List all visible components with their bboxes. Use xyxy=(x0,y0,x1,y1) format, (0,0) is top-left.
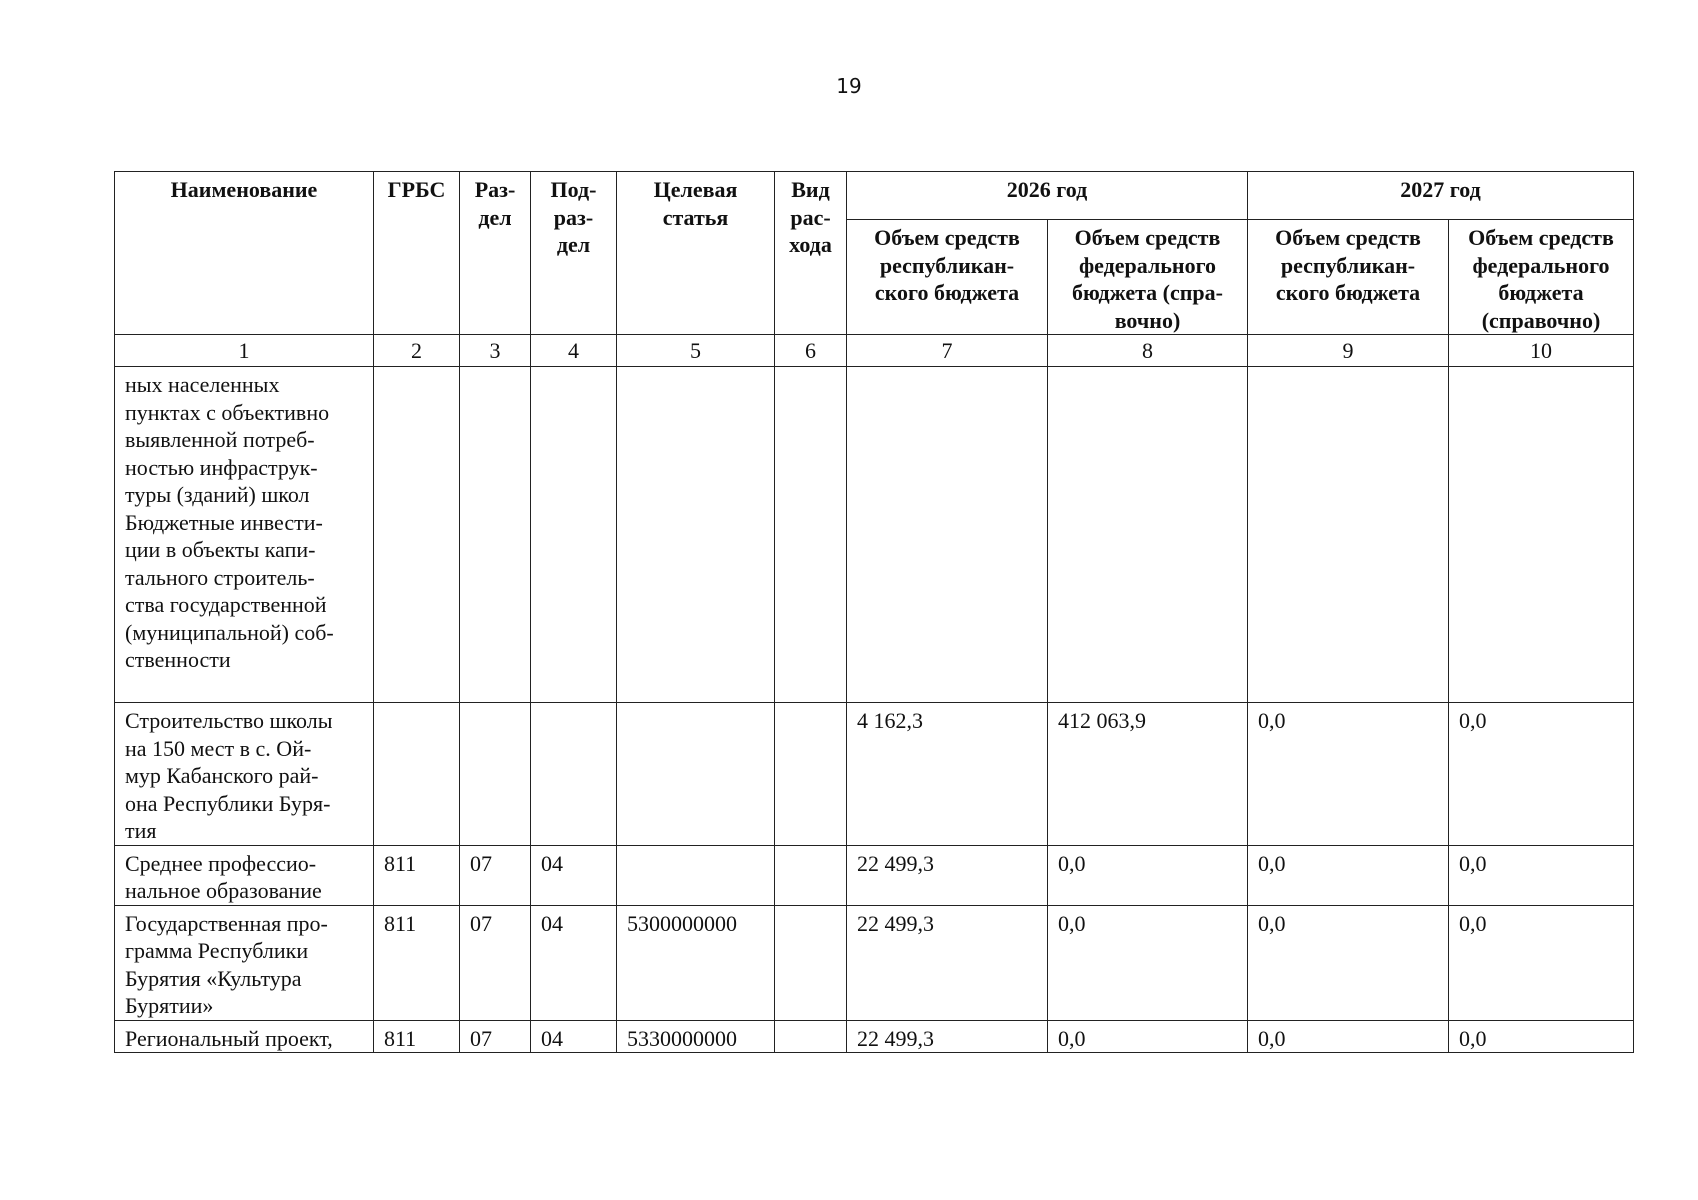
row-grbs: 811 xyxy=(374,1020,460,1053)
row-fed-2026: 0,0 xyxy=(1048,1020,1248,1053)
row-name: Государственная про- грамма Республики Бурятия «Культура Бурятии» xyxy=(115,905,374,1020)
header-grbs xyxy=(374,172,460,335)
row-vid xyxy=(775,845,847,905)
column-number: 7 xyxy=(847,335,1048,367)
column-number: 5 xyxy=(617,335,775,367)
header-fed-2027-label: Объем средств федерального бюджета (справочно) xyxy=(1468,225,1614,333)
column-number: 10 xyxy=(1449,335,1634,367)
row-celevaya xyxy=(617,845,775,905)
table-body xyxy=(115,367,1634,1053)
header-rep-2027-label: Объем средств республикан- ского бюджета xyxy=(1275,225,1421,305)
column-number: 3 xyxy=(460,335,531,367)
header-vid xyxy=(775,172,847,335)
row-rep-2027: 0,0 xyxy=(1248,905,1449,1020)
page-number: 19 xyxy=(836,74,862,98)
column-number: 6 xyxy=(775,335,847,367)
row-fed-2027: 0,0 xyxy=(1449,703,1634,846)
table-row xyxy=(115,845,1634,905)
row-fed-2026: 412 063,9 xyxy=(1048,703,1248,846)
row-name: ных населенных пунктах с объективно выявленной потреб- ностью инфраструк- туры (зданий) школ Бюджетные инвести- ции в объекты капи- тального строитель- ства государственной (муниципальной) соб- ственности xyxy=(115,367,374,703)
row-rep-2027: 0,0 xyxy=(1248,845,1449,905)
row-fed-2026 xyxy=(1048,367,1248,703)
row-fed-2027 xyxy=(1449,367,1634,703)
row-fed-2026: 0,0 xyxy=(1048,845,1248,905)
budget-table xyxy=(114,171,1634,1053)
header-year-2026 xyxy=(847,172,1248,220)
row-grbs: 811 xyxy=(374,845,460,905)
row-rep-2026 xyxy=(847,367,1048,703)
row-celevaya xyxy=(617,367,775,703)
column-number: 2 xyxy=(374,335,460,367)
table-row xyxy=(115,367,1634,703)
header-name xyxy=(115,172,374,335)
header-rep-2026-label: Объем средств республикан- ского бюджета xyxy=(874,225,1020,305)
row-razdel xyxy=(460,367,531,703)
row-podrazdel: 04 xyxy=(531,845,617,905)
row-vid xyxy=(775,703,847,846)
row-fed-2027: 0,0 xyxy=(1449,1020,1634,1053)
header-podrazdel-label: Под- раз- дел xyxy=(550,177,597,257)
column-number: 8 xyxy=(1048,335,1248,367)
header-name-label: Наименование xyxy=(170,177,318,202)
row-vid xyxy=(775,1020,847,1053)
row-rep-2027: 0,0 xyxy=(1248,1020,1449,1053)
row-podrazdel: 04 xyxy=(531,905,617,1020)
header-celevaya xyxy=(617,172,775,335)
column-number: 9 xyxy=(1248,335,1449,367)
table-row xyxy=(115,1020,1634,1053)
row-vid xyxy=(775,367,847,703)
header-razdel-label: Раз- дел xyxy=(474,177,516,230)
header-year-2027 xyxy=(1248,172,1634,220)
header-year-2026-label: 2026 год xyxy=(1006,177,1088,202)
row-razdel: 07 xyxy=(460,1020,531,1053)
row-celevaya xyxy=(617,703,775,846)
table-row xyxy=(115,703,1634,846)
header-rep-2027 xyxy=(1248,220,1449,335)
row-razdel xyxy=(460,703,531,846)
row-rep-2026: 4 162,3 xyxy=(847,703,1048,846)
row-celevaya: 5330000000 xyxy=(617,1020,775,1053)
row-grbs xyxy=(374,367,460,703)
header-fed-2026 xyxy=(1048,220,1248,335)
row-razdel: 07 xyxy=(460,845,531,905)
row-celevaya: 5300000000 xyxy=(617,905,775,1020)
row-podrazdel xyxy=(531,367,617,703)
row-name: Строительство школы на 150 мест в с. Ой- мур Кабанского рай- она Республики Буря- тия xyxy=(115,703,374,846)
column-number-row xyxy=(115,335,1634,367)
header-year-2027-label: 2027 год xyxy=(1400,177,1481,202)
row-vid xyxy=(775,905,847,1020)
column-number: 1 xyxy=(115,335,374,367)
row-grbs xyxy=(374,703,460,846)
row-razdel: 07 xyxy=(460,905,531,1020)
header-celevaya-label: Целевая статья xyxy=(653,177,738,230)
row-rep-2026: 22 499,3 xyxy=(847,1020,1048,1053)
row-rep-2027: 0,0 xyxy=(1248,703,1449,846)
row-fed-2027: 0,0 xyxy=(1449,845,1634,905)
row-rep-2026: 22 499,3 xyxy=(847,845,1048,905)
row-name: Региональный проект, xyxy=(115,1020,374,1053)
row-grbs: 811 xyxy=(374,905,460,1020)
row-rep-2026: 22 499,3 xyxy=(847,905,1048,1020)
header-grbs-label: ГРБС xyxy=(387,177,446,202)
row-podrazdel xyxy=(531,703,617,846)
row-podrazdel: 04 xyxy=(531,1020,617,1053)
header-vid-label: Вид рас- хода xyxy=(789,177,832,257)
header-razdel xyxy=(460,172,531,335)
header-fed-2027 xyxy=(1449,220,1634,335)
row-fed-2026: 0,0 xyxy=(1048,905,1248,1020)
row-fed-2027: 0,0 xyxy=(1449,905,1634,1020)
header-fed-2026-label: Объем средств федерального бюджета (спра- вочно) xyxy=(1071,225,1223,333)
header-podrazdel xyxy=(531,172,617,335)
column-number: 4 xyxy=(531,335,617,367)
row-rep-2027 xyxy=(1248,367,1449,703)
header-rep-2026 xyxy=(847,220,1048,335)
table-row xyxy=(115,905,1634,1020)
table-header xyxy=(115,172,1634,367)
row-name: Среднее профессио- нальное образование xyxy=(115,845,374,905)
